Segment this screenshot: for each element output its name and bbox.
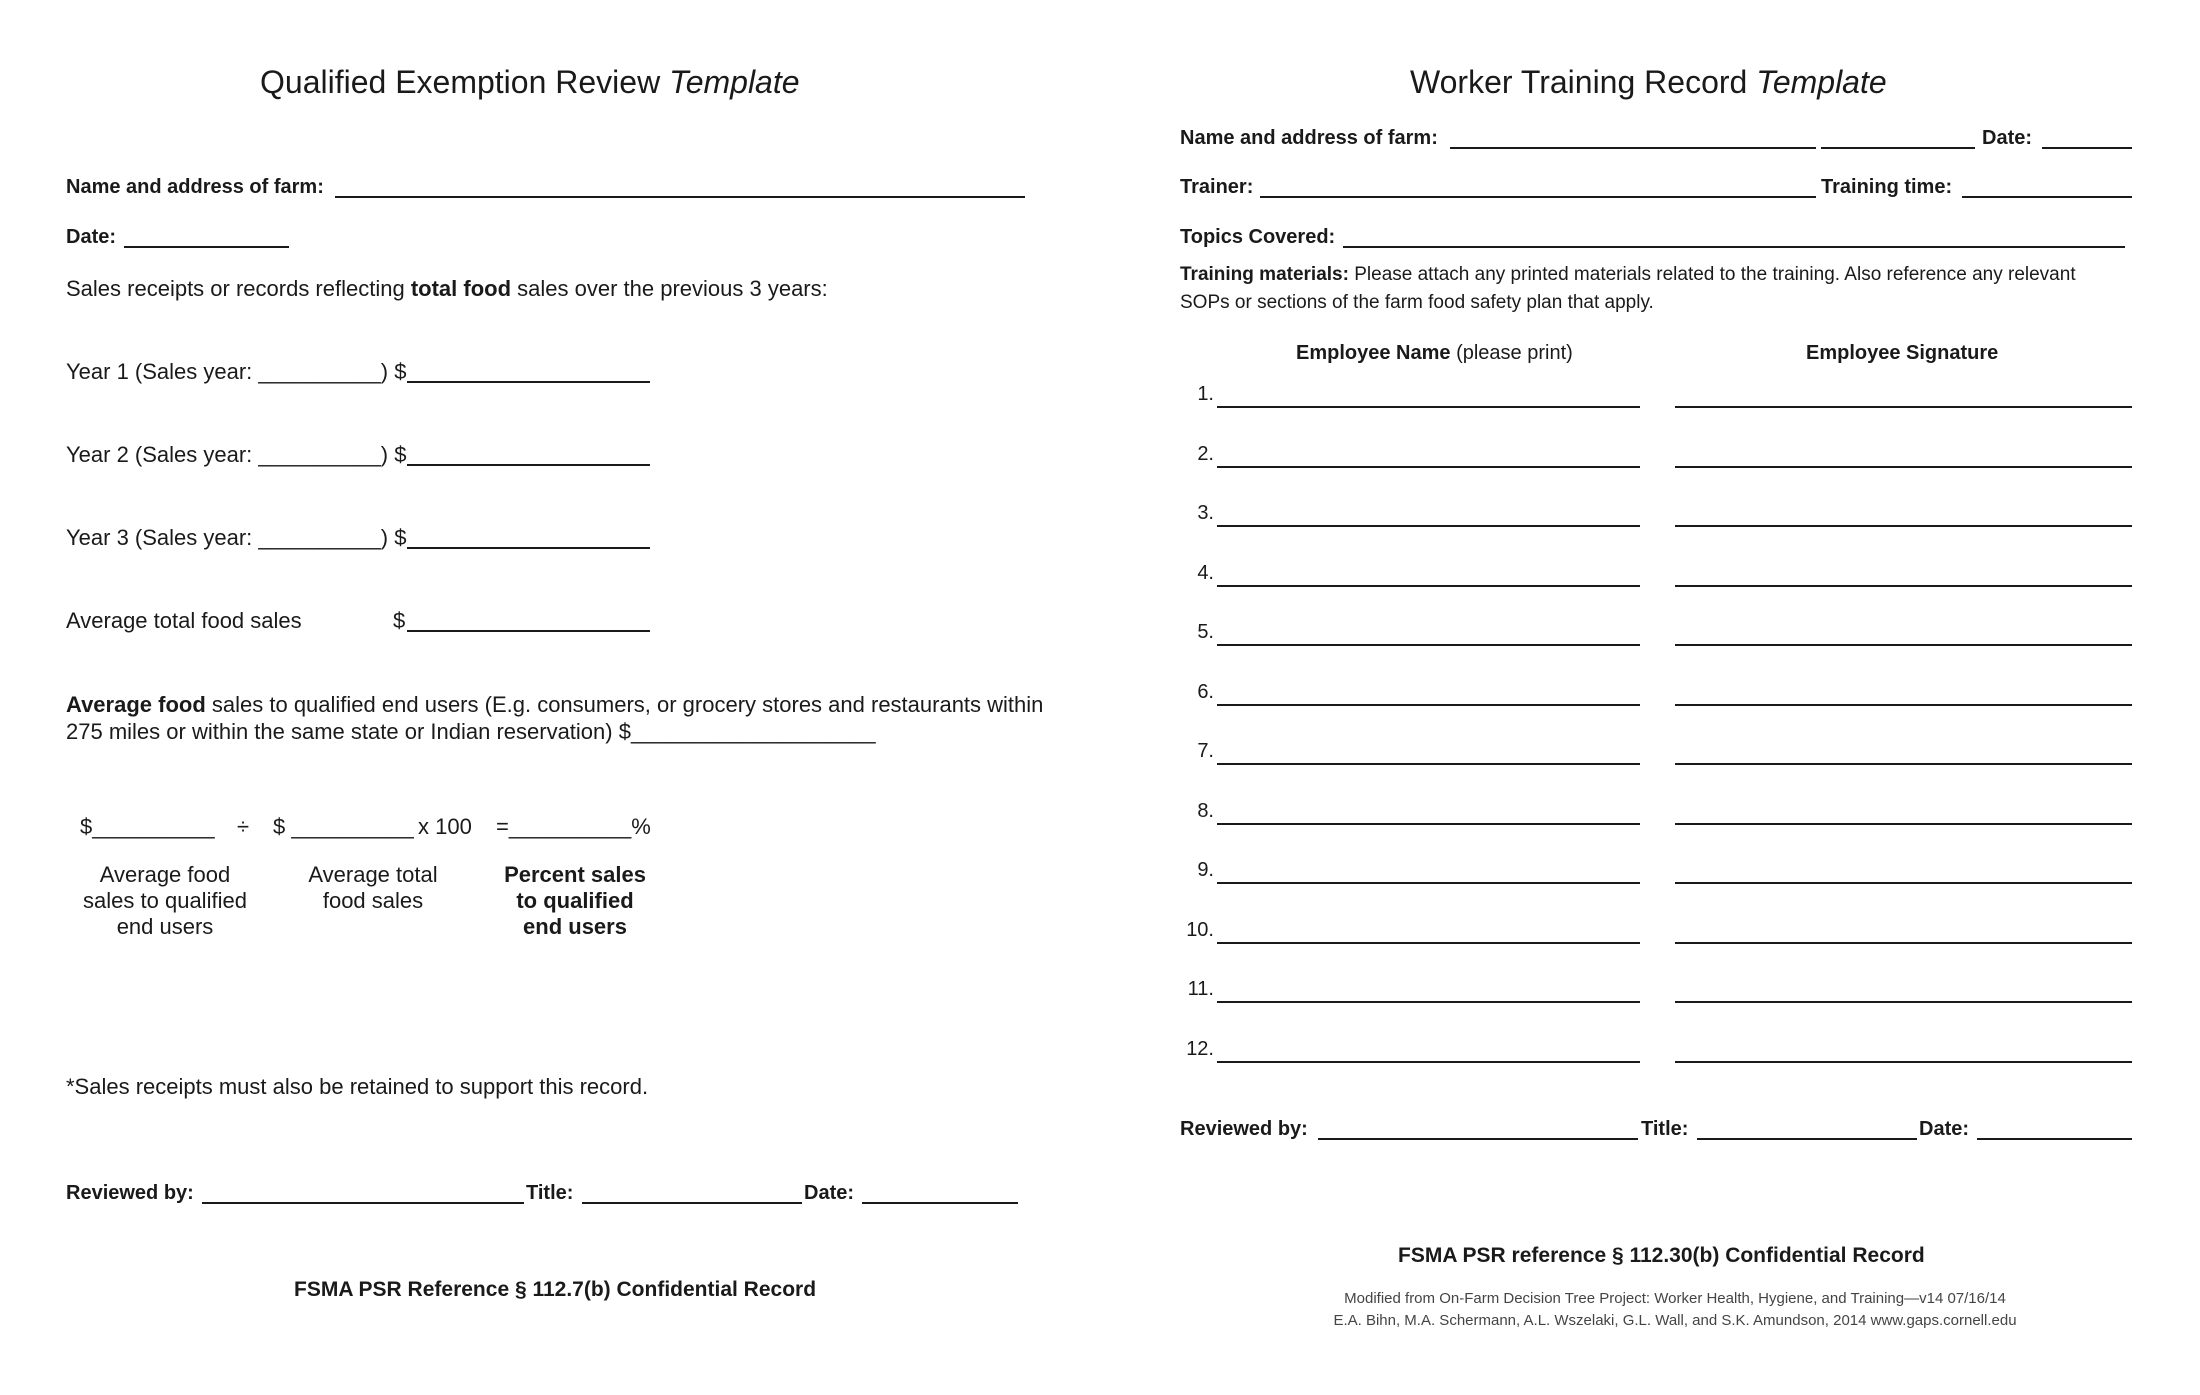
employee-row-number: 11. <box>1187 978 1214 1000</box>
year1-amount-field[interactable] <box>407 381 650 383</box>
left-name-address-label: Name and address of farm: <box>66 176 324 198</box>
left-title-italic: Template <box>669 64 800 100</box>
employee-name-field[interactable] <box>1217 882 1640 884</box>
col-employee-signature: Employee Signature <box>1806 342 1999 364</box>
employee-name-field[interactable] <box>1217 942 1640 944</box>
employee-name-field[interactable] <box>1217 704 1640 706</box>
sales-intro-pre: Sales receipts or records reflecting <box>66 276 411 301</box>
right-reference: FSMA PSR reference § 112.30(b) Confidential Record <box>1398 1244 1925 1267</box>
employee-signature-field[interactable] <box>1675 1061 2132 1063</box>
employee-signature-field[interactable] <box>1675 644 2132 646</box>
employee-row-number: 5. <box>1197 621 1214 643</box>
label-avg-total-food <box>268 862 478 914</box>
trainer-field[interactable] <box>1260 196 1816 198</box>
average-amount-field[interactable] <box>407 630 650 632</box>
label-col3-line3: end users <box>523 914 627 939</box>
right-name-address-field-2[interactable] <box>1821 147 1975 149</box>
right-title-text: Worker Training Record <box>1410 64 1748 100</box>
formula-times: x 100 <box>418 814 472 839</box>
year2-amount-field[interactable] <box>407 464 650 466</box>
employee-name-field[interactable] <box>1217 585 1640 587</box>
employee-signature-field[interactable] <box>1675 525 2132 527</box>
avg-food-text1: sales to qualified end users (E.g. consumers, or grocery stores and restaurants within <box>205 692 1044 717</box>
label-col1-line1: Average food <box>99 862 231 887</box>
training-time-field[interactable] <box>1962 196 2132 198</box>
avg-food-bold: Average food <box>66 692 206 717</box>
right-name-address-field[interactable] <box>1450 147 1816 149</box>
year1-label: Year 1 (Sales year: __________) $ <box>66 359 407 384</box>
left-date2-field[interactable] <box>862 1202 1018 1204</box>
avg-food-line2: 275 miles or within the same state or Indian reservation) $____________________ <box>66 719 876 744</box>
employee-name-field[interactable] <box>1217 763 1640 765</box>
year2-label: Year 2 (Sales year: __________) $ <box>66 442 407 467</box>
right-date-label: Date: <box>1982 127 2033 149</box>
employee-signature-field[interactable] <box>1675 585 2132 587</box>
sales-intro-bold: total food <box>410 276 512 301</box>
left-date-label: Date: <box>66 226 117 248</box>
employee-signature-field[interactable] <box>1675 763 2132 765</box>
materials-line1 <box>1180 264 2076 286</box>
employee-name-field[interactable] <box>1217 525 1640 527</box>
left-title-field[interactable] <box>582 1202 802 1204</box>
employee-row-number: 12. <box>1186 1037 1214 1060</box>
employee-row-number: 1. <box>1197 383 1214 405</box>
employee-signature-field[interactable] <box>1675 942 2132 944</box>
left-date2-label: Date: <box>804 1182 855 1204</box>
employee-row-number: 9. <box>1197 859 1214 881</box>
materials-text1: Please attach any printed materials related to the training. Also reference any relevant <box>1348 264 2076 285</box>
right-date2-field[interactable] <box>1977 1138 2132 1140</box>
employee-row-number: 10. <box>1186 918 1214 941</box>
right-name-address-label: Name and address of farm: <box>1180 127 1438 149</box>
right-title-label: Title: <box>1641 1118 1689 1140</box>
right-date2-label: Date: <box>1919 1118 1970 1140</box>
employee-name-field[interactable] <box>1217 406 1640 408</box>
employee-row-number: 2. <box>1197 442 1214 465</box>
label-avg-food-qualified <box>60 862 270 940</box>
label-col1-line2: sales to qualified <box>83 888 247 913</box>
year3-amount-field[interactable] <box>407 547 650 549</box>
left-form-title <box>260 64 800 101</box>
year3-label: Year 3 (Sales year: __________) $ <box>66 525 407 550</box>
employee-signature-field[interactable] <box>1675 704 2132 706</box>
label-col3-line2: to qualified <box>516 888 634 913</box>
materials-bold: Training materials: <box>1180 264 1349 285</box>
formula-field2[interactable]: $ __________ <box>273 814 414 839</box>
employee-signature-field[interactable] <box>1675 882 2132 884</box>
materials-line2: SOPs or sections of the farm food safety plan that apply. <box>1180 292 1654 313</box>
right-reviewed-by-label: Reviewed by: <box>1180 1118 1308 1140</box>
left-reference: FSMA PSR Reference § 112.7(b) Confidential Record <box>294 1278 817 1301</box>
employee-name-field[interactable] <box>1217 1061 1640 1063</box>
left-date-field[interactable] <box>124 246 289 248</box>
training-time-label: Training time: <box>1821 176 1953 198</box>
col-name-note: (please print) <box>1450 342 1573 364</box>
label-col2-line1: Average total <box>308 862 438 887</box>
right-title-italic: Template <box>1756 64 1887 100</box>
topics-field[interactable] <box>1343 246 2125 248</box>
sales-intro-post: sales over the previous 3 years: <box>511 276 828 301</box>
left-title-label: Title: <box>526 1182 574 1204</box>
avg-food-line1 <box>66 692 1043 718</box>
right-date-field[interactable] <box>2042 147 2132 149</box>
formula-divide: ÷ <box>237 814 250 839</box>
label-col3-line1: Percent sales <box>504 862 646 887</box>
right-reviewed-by-field[interactable] <box>1318 1138 1638 1140</box>
average-label: Average total food sales <box>66 608 302 633</box>
employee-signature-field[interactable] <box>1675 823 2132 825</box>
label-percent-sales <box>470 862 680 940</box>
employee-name-field[interactable] <box>1217 823 1640 825</box>
employee-name-field[interactable] <box>1217 1001 1640 1003</box>
average-dollar: $ <box>393 608 406 633</box>
left-name-address-field[interactable] <box>335 196 1025 198</box>
left-sales-intro <box>66 276 828 302</box>
employee-row-number: 3. <box>1197 502 1214 524</box>
label-col2-line2: food sales <box>322 888 424 913</box>
employee-row-number: 6. <box>1197 680 1214 703</box>
employee-signature-field[interactable] <box>1675 1001 2132 1003</box>
col-employee-name <box>1296 342 1573 365</box>
formula-field1[interactable]: $__________ <box>80 814 215 839</box>
credit-line2: E.A. Bihn, M.A. Schermann, A.L. Wszelaki, G.L. Wall, and S.K. Amundson, 2014 www.gaps.cornell.edu <box>1333 1312 2017 1329</box>
employee-name-field[interactable] <box>1217 644 1640 646</box>
employee-row-number: 8. <box>1197 799 1214 822</box>
left-reviewed-by-label: Reviewed by: <box>66 1182 194 1204</box>
employee-signature-field[interactable] <box>1675 406 2132 408</box>
col-name-bold: Employee Name <box>1296 342 1451 364</box>
trainer-label: Trainer: <box>1180 176 1254 198</box>
employee-row-number: 7. <box>1197 740 1214 762</box>
left-footnote: *Sales receipts must also be retained to support this record. <box>66 1074 649 1099</box>
left-reviewed-by-field[interactable] <box>202 1202 524 1204</box>
employee-signature-field[interactable] <box>1675 466 2132 468</box>
left-title-text: Qualified Exemption Review <box>260 64 661 100</box>
employee-name-field[interactable] <box>1217 466 1640 468</box>
credit-line1: Modified from On-Farm Decision Tree Project: Worker Health, Hygiene, and Training—v14 07/16/14 <box>1344 1290 2006 1307</box>
right-form-title <box>1410 64 1887 101</box>
label-col1-line3: end users <box>116 914 214 939</box>
employee-row-number: 4. <box>1197 561 1214 584</box>
right-title-field[interactable] <box>1697 1138 1917 1140</box>
topics-label: Topics Covered: <box>1180 226 1336 248</box>
formula-field3[interactable]: =__________% <box>496 814 651 839</box>
